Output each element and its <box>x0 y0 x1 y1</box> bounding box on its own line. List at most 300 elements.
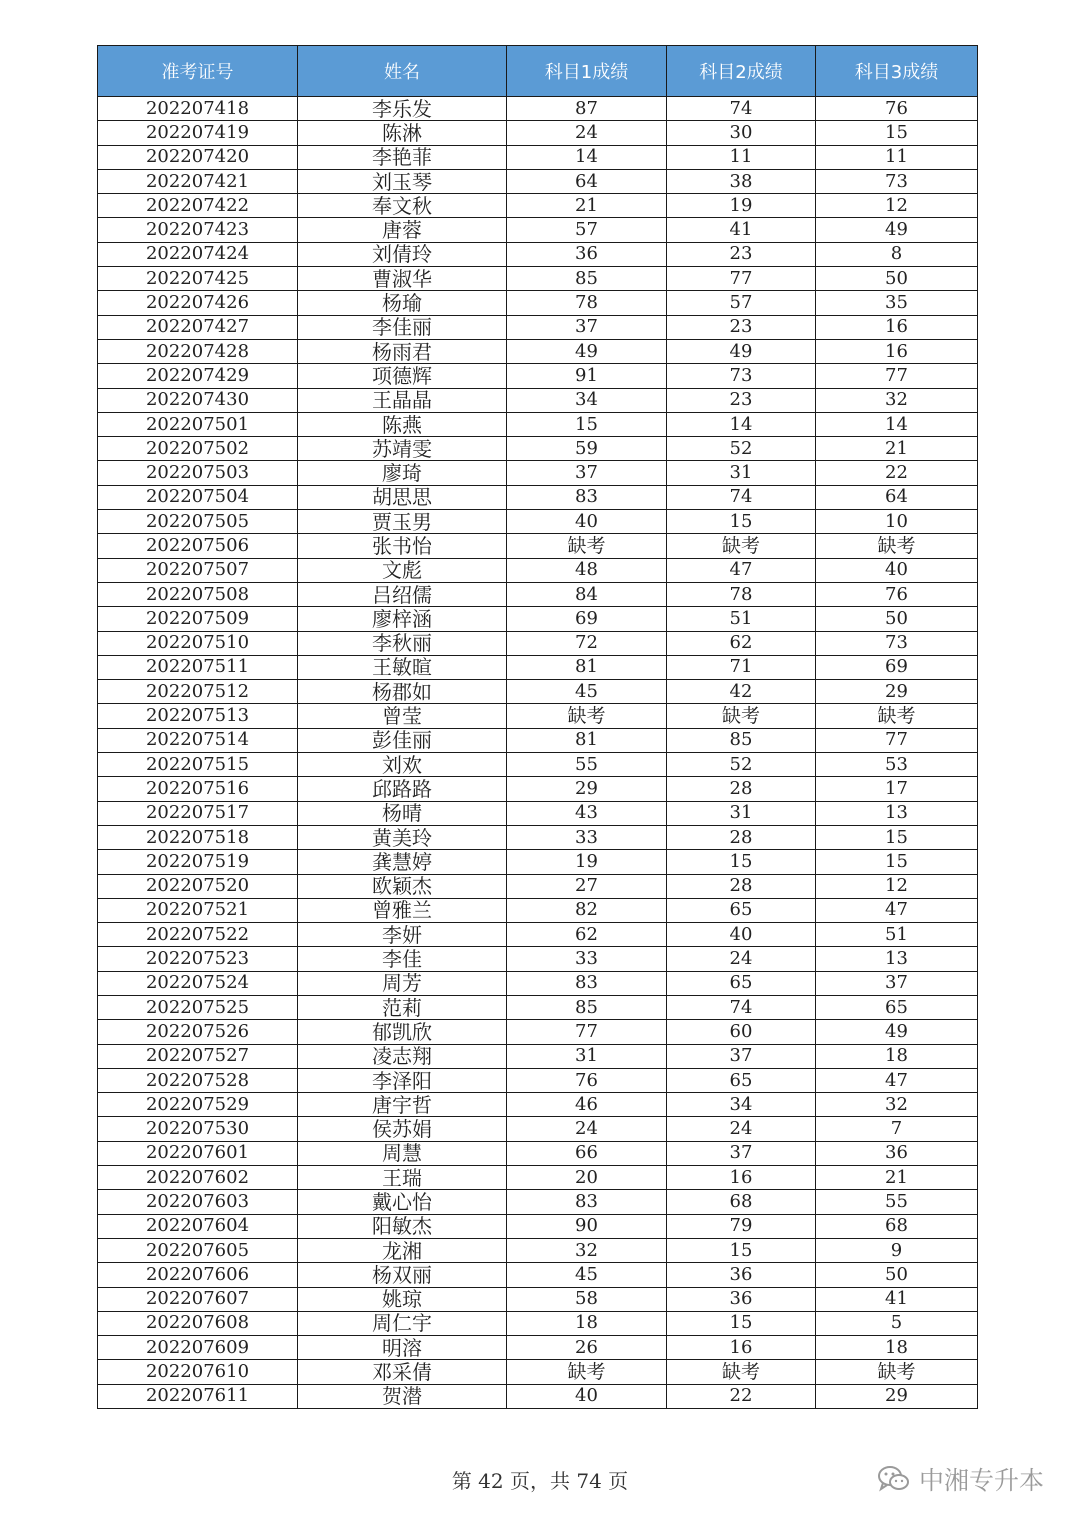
subject3-score-cell: 15 <box>816 121 978 145</box>
table-row <box>98 1093 978 1117</box>
subject2-score-cell: 51 <box>667 607 816 631</box>
name-cell: 姚琼 <box>298 1287 507 1311</box>
subject1-score-cell: 缺考 <box>507 704 667 728</box>
name-cell: 王晶晶 <box>298 388 507 412</box>
name-cell: 范莉 <box>298 995 507 1019</box>
exam-id-cell: 202207601 <box>98 1141 298 1165</box>
name-cell: 曾雅兰 <box>298 898 507 922</box>
exam-id-cell: 202207427 <box>98 315 298 339</box>
score-table <box>97 45 978 1409</box>
subject2-score-cell: 24 <box>667 1117 816 1141</box>
name-cell: 黄美玲 <box>298 825 507 849</box>
table-row <box>98 1238 978 1262</box>
table-row <box>98 777 978 801</box>
table-row <box>98 801 978 825</box>
table-row <box>98 607 978 631</box>
subject2-score-cell: 14 <box>667 412 816 436</box>
name-cell: 侯苏娟 <box>298 1117 507 1141</box>
subject3-score-cell: 14 <box>816 412 978 436</box>
subject3-score-cell: 18 <box>816 1336 978 1360</box>
subject3-score-cell: 29 <box>816 680 978 704</box>
subject1-score-cell: 45 <box>507 680 667 704</box>
exam-id-cell: 202207506 <box>98 534 298 558</box>
table-row <box>98 339 978 363</box>
table-row <box>98 582 978 606</box>
subject3-score-cell: 7 <box>816 1117 978 1141</box>
subject2-score-cell: 15 <box>667 1238 816 1262</box>
exam-id-cell: 202207522 <box>98 923 298 947</box>
table-row <box>98 728 978 752</box>
subject3-score-cell: 16 <box>816 315 978 339</box>
table-row <box>98 291 978 315</box>
subject1-score-cell: 18 <box>507 1311 667 1335</box>
name-cell: 明溶 <box>298 1336 507 1360</box>
name-cell: 欧颖杰 <box>298 874 507 898</box>
page-number: 第 42 页，共 74 页 <box>451 1469 629 1493</box>
name-cell: 刘倩玲 <box>298 242 507 266</box>
subject2-score-cell: 23 <box>667 315 816 339</box>
name-cell: 凌志翔 <box>298 1044 507 1068</box>
table-row <box>98 97 978 121</box>
name-cell: 彭佳丽 <box>298 728 507 752</box>
table-row <box>98 753 978 777</box>
exam-id-cell: 202207509 <box>98 607 298 631</box>
table-row <box>98 1311 978 1335</box>
subject3-score-cell: 76 <box>816 97 978 121</box>
subject3-score-cell: 68 <box>816 1214 978 1238</box>
name-cell: 阳敏杰 <box>298 1214 507 1238</box>
subject1-score-cell: 46 <box>507 1093 667 1117</box>
subject1-score-cell: 85 <box>507 995 667 1019</box>
exam-id-cell: 202207504 <box>98 485 298 509</box>
subject3-score-cell: 50 <box>816 267 978 291</box>
subject3-score-cell: 32 <box>816 1093 978 1117</box>
table-row <box>98 655 978 679</box>
table-row <box>98 631 978 655</box>
subject3-score-cell: 64 <box>816 485 978 509</box>
exam-id-cell: 202207423 <box>98 218 298 242</box>
subject2-score-cell: 52 <box>667 753 816 777</box>
exam-id-cell: 202207426 <box>98 291 298 315</box>
subject2-score-cell: 28 <box>667 874 816 898</box>
table-row <box>98 1384 978 1408</box>
subject2-score-cell: 28 <box>667 825 816 849</box>
exam-id-cell: 202207511 <box>98 655 298 679</box>
subject1-score-cell: 20 <box>507 1166 667 1190</box>
exam-id-cell: 202207603 <box>98 1190 298 1214</box>
subject2-score-cell: 19 <box>667 194 816 218</box>
table-row <box>98 388 978 412</box>
subject2-score-cell: 22 <box>667 1384 816 1408</box>
name-cell: 郁凯欣 <box>298 1020 507 1044</box>
subject1-score-cell: 82 <box>507 898 667 922</box>
subject2-score-cell: 28 <box>667 777 816 801</box>
subject3-score-cell: 21 <box>816 437 978 461</box>
table-row <box>98 947 978 971</box>
subject3-score-cell: 36 <box>816 1141 978 1165</box>
exam-id-cell: 202207512 <box>98 680 298 704</box>
subject3-score-cell: 73 <box>816 631 978 655</box>
exam-id-cell: 202207529 <box>98 1093 298 1117</box>
subject1-score-cell: 15 <box>507 412 667 436</box>
subject3-score-cell: 76 <box>816 582 978 606</box>
exam-id-cell: 202207503 <box>98 461 298 485</box>
header-subject1-score: 科目1成绩 <box>507 46 667 97</box>
subject1-score-cell: 83 <box>507 485 667 509</box>
watermark-text: 中湘专升本 <box>918 1466 1044 1495</box>
subject1-score-cell: 72 <box>507 631 667 655</box>
subject1-score-cell: 78 <box>507 291 667 315</box>
name-cell: 龙湘 <box>298 1238 507 1262</box>
name-cell: 周慧 <box>298 1141 507 1165</box>
subject1-score-cell: 91 <box>507 364 667 388</box>
subject1-score-cell: 14 <box>507 145 667 169</box>
table-row <box>98 364 978 388</box>
name-cell: 廖琦 <box>298 461 507 485</box>
subject1-score-cell: 69 <box>507 607 667 631</box>
subject1-score-cell: 81 <box>507 655 667 679</box>
table-row <box>98 242 978 266</box>
exam-id-cell: 202207510 <box>98 631 298 655</box>
subject1-score-cell: 48 <box>507 558 667 582</box>
table-body <box>98 97 978 1409</box>
subject3-score-cell: 17 <box>816 777 978 801</box>
table-row <box>98 485 978 509</box>
table-row <box>98 412 978 436</box>
subject2-score-cell: 60 <box>667 1020 816 1044</box>
subject3-score-cell: 77 <box>816 728 978 752</box>
table-row <box>98 680 978 704</box>
subject2-score-cell: 73 <box>667 364 816 388</box>
exam-id-cell: 202207430 <box>98 388 298 412</box>
subject3-score-cell: 15 <box>816 850 978 874</box>
subject3-score-cell: 缺考 <box>816 534 978 558</box>
table-row <box>98 1166 978 1190</box>
subject2-score-cell: 23 <box>667 242 816 266</box>
subject2-score-cell: 74 <box>667 485 816 509</box>
exam-id-cell: 202207525 <box>98 995 298 1019</box>
exam-id-cell: 202207419 <box>98 121 298 145</box>
name-cell: 杨瑜 <box>298 291 507 315</box>
subject1-score-cell: 40 <box>507 510 667 534</box>
header-exam-id: 准考证号 <box>98 46 298 97</box>
exam-id-cell: 202207519 <box>98 850 298 874</box>
subject2-score-cell: 65 <box>667 971 816 995</box>
subject2-score-cell: 74 <box>667 97 816 121</box>
subject2-score-cell: 16 <box>667 1166 816 1190</box>
exam-id-cell: 202207422 <box>98 194 298 218</box>
subject2-score-cell: 37 <box>667 1044 816 1068</box>
table-row <box>98 850 978 874</box>
subject2-score-cell: 47 <box>667 558 816 582</box>
table-row <box>98 1141 978 1165</box>
subject2-score-cell: 缺考 <box>667 534 816 558</box>
subject3-score-cell: 8 <box>816 242 978 266</box>
subject2-score-cell: 15 <box>667 510 816 534</box>
name-cell: 刘玉琴 <box>298 169 507 193</box>
subject3-score-cell: 69 <box>816 655 978 679</box>
table-row <box>98 1020 978 1044</box>
subject2-score-cell: 42 <box>667 680 816 704</box>
subject1-score-cell: 62 <box>507 923 667 947</box>
subject1-score-cell: 77 <box>507 1020 667 1044</box>
subject3-score-cell: 13 <box>816 801 978 825</box>
table-row <box>98 534 978 558</box>
subject3-score-cell: 13 <box>816 947 978 971</box>
subject3-score-cell: 73 <box>816 169 978 193</box>
name-cell: 奉文秋 <box>298 194 507 218</box>
name-cell: 王敏暄 <box>298 655 507 679</box>
subject2-score-cell: 71 <box>667 655 816 679</box>
subject2-score-cell: 16 <box>667 1336 816 1360</box>
exam-id-cell: 202207610 <box>98 1360 298 1384</box>
subject2-score-cell: 缺考 <box>667 1360 816 1384</box>
table-row <box>98 510 978 534</box>
subject1-score-cell: 24 <box>507 1117 667 1141</box>
exam-id-cell: 202207528 <box>98 1068 298 1092</box>
table-row <box>98 461 978 485</box>
exam-id-cell: 202207527 <box>98 1044 298 1068</box>
name-cell: 邓采倩 <box>298 1360 507 1384</box>
name-cell: 杨雨君 <box>298 339 507 363</box>
name-cell: 陈燕 <box>298 412 507 436</box>
exam-id-cell: 202207501 <box>98 412 298 436</box>
subject1-score-cell: 87 <box>507 97 667 121</box>
name-cell: 李秋丽 <box>298 631 507 655</box>
subject2-score-cell: 31 <box>667 461 816 485</box>
subject2-score-cell: 36 <box>667 1287 816 1311</box>
subject3-score-cell: 40 <box>816 558 978 582</box>
table-row <box>98 1214 978 1238</box>
name-cell: 杨晴 <box>298 801 507 825</box>
table-row <box>98 971 978 995</box>
exam-id-cell: 202207604 <box>98 1214 298 1238</box>
subject2-score-cell: 缺考 <box>667 704 816 728</box>
subject3-score-cell: 11 <box>816 145 978 169</box>
subject2-score-cell: 57 <box>667 291 816 315</box>
subject2-score-cell: 78 <box>667 582 816 606</box>
subject2-score-cell: 37 <box>667 1141 816 1165</box>
exam-id-cell: 202207602 <box>98 1166 298 1190</box>
subject2-score-cell: 15 <box>667 850 816 874</box>
exam-id-cell: 202207521 <box>98 898 298 922</box>
wechat-icon <box>877 1464 911 1494</box>
subject3-score-cell: 49 <box>816 218 978 242</box>
subject1-score-cell: 37 <box>507 461 667 485</box>
subject2-score-cell: 74 <box>667 995 816 1019</box>
subject3-score-cell: 32 <box>816 388 978 412</box>
subject3-score-cell: 缺考 <box>816 1360 978 1384</box>
name-cell: 杨双丽 <box>298 1263 507 1287</box>
subject3-score-cell: 55 <box>816 1190 978 1214</box>
watermark <box>877 1461 1044 1497</box>
exam-id-cell: 202207524 <box>98 971 298 995</box>
subject1-score-cell: 33 <box>507 947 667 971</box>
name-cell: 戴心怡 <box>298 1190 507 1214</box>
subject1-score-cell: 29 <box>507 777 667 801</box>
exam-id-cell: 202207608 <box>98 1311 298 1335</box>
exam-id-cell: 202207611 <box>98 1384 298 1408</box>
subject1-score-cell: 缺考 <box>507 1360 667 1384</box>
subject1-score-cell: 32 <box>507 1238 667 1262</box>
subject2-score-cell: 41 <box>667 218 816 242</box>
exam-id-cell: 202207517 <box>98 801 298 825</box>
exam-id-cell: 202207420 <box>98 145 298 169</box>
subject2-score-cell: 24 <box>667 947 816 971</box>
name-cell: 李泽阳 <box>298 1068 507 1092</box>
exam-id-cell: 202207607 <box>98 1287 298 1311</box>
exam-id-cell: 202207502 <box>98 437 298 461</box>
subject1-score-cell: 24 <box>507 121 667 145</box>
name-cell: 曾莹 <box>298 704 507 728</box>
subject2-score-cell: 15 <box>667 1311 816 1335</box>
subject1-score-cell: 57 <box>507 218 667 242</box>
table-row <box>98 1287 978 1311</box>
name-cell: 邱路路 <box>298 777 507 801</box>
table-row <box>98 218 978 242</box>
exam-id-cell: 202207425 <box>98 267 298 291</box>
exam-id-cell: 202207523 <box>98 947 298 971</box>
name-cell: 王瑞 <box>298 1166 507 1190</box>
subject2-score-cell: 52 <box>667 437 816 461</box>
table-row <box>98 1044 978 1068</box>
table-row <box>98 704 978 728</box>
subject1-score-cell: 缺考 <box>507 534 667 558</box>
subject1-score-cell: 58 <box>507 1287 667 1311</box>
subject3-score-cell: 65 <box>816 995 978 1019</box>
subject1-score-cell: 84 <box>507 582 667 606</box>
subject2-score-cell: 40 <box>667 923 816 947</box>
name-cell: 周芳 <box>298 971 507 995</box>
subject3-score-cell: 16 <box>816 339 978 363</box>
subject1-score-cell: 66 <box>507 1141 667 1165</box>
exam-id-cell: 202207606 <box>98 1263 298 1287</box>
subject2-score-cell: 31 <box>667 801 816 825</box>
table-row <box>98 267 978 291</box>
subject2-score-cell: 38 <box>667 169 816 193</box>
name-cell: 贾玉男 <box>298 510 507 534</box>
subject3-score-cell: 35 <box>816 291 978 315</box>
subject1-score-cell: 26 <box>507 1336 667 1360</box>
subject1-score-cell: 37 <box>507 315 667 339</box>
exam-id-cell: 202207609 <box>98 1336 298 1360</box>
subject2-score-cell: 65 <box>667 898 816 922</box>
name-cell: 苏靖雯 <box>298 437 507 461</box>
subject1-score-cell: 59 <box>507 437 667 461</box>
table-row <box>98 145 978 169</box>
name-cell: 贺潜 <box>298 1384 507 1408</box>
subject1-score-cell: 31 <box>507 1044 667 1068</box>
table-row <box>98 825 978 849</box>
table-row <box>98 995 978 1019</box>
subject1-score-cell: 45 <box>507 1263 667 1287</box>
exam-id-cell: 202207505 <box>98 510 298 534</box>
subject3-score-cell: 21 <box>816 1166 978 1190</box>
exam-id-cell: 202207530 <box>98 1117 298 1141</box>
subject3-score-cell: 5 <box>816 1311 978 1335</box>
name-cell: 李佳丽 <box>298 315 507 339</box>
name-cell: 文彪 <box>298 558 507 582</box>
exam-id-cell: 202207515 <box>98 753 298 777</box>
name-cell: 李佳 <box>298 947 507 971</box>
exam-id-cell: 202207520 <box>98 874 298 898</box>
table-row <box>98 558 978 582</box>
subject1-score-cell: 55 <box>507 753 667 777</box>
subject3-score-cell: 18 <box>816 1044 978 1068</box>
subject1-score-cell: 76 <box>507 1068 667 1092</box>
exam-id-cell: 202207507 <box>98 558 298 582</box>
subject1-score-cell: 36 <box>507 242 667 266</box>
exam-id-cell: 202207508 <box>98 582 298 606</box>
subject3-score-cell: 29 <box>816 1384 978 1408</box>
exam-id-cell: 202207516 <box>98 777 298 801</box>
name-cell: 李艳菲 <box>298 145 507 169</box>
subject3-score-cell: 49 <box>816 1020 978 1044</box>
subject2-score-cell: 77 <box>667 267 816 291</box>
table-row <box>98 1360 978 1384</box>
subject1-score-cell: 19 <box>507 850 667 874</box>
name-cell: 刘欢 <box>298 753 507 777</box>
exam-id-cell: 202207424 <box>98 242 298 266</box>
table-row <box>98 874 978 898</box>
subject3-score-cell: 47 <box>816 1068 978 1092</box>
name-cell: 龚慧婷 <box>298 850 507 874</box>
header-subject2-score: 科目2成绩 <box>667 46 816 97</box>
subject1-score-cell: 85 <box>507 267 667 291</box>
name-cell: 陈淋 <box>298 121 507 145</box>
subject3-score-cell: 9 <box>816 1238 978 1262</box>
exam-id-cell: 202207518 <box>98 825 298 849</box>
subject3-score-cell: 53 <box>816 753 978 777</box>
table-row <box>98 194 978 218</box>
exam-id-cell: 202207429 <box>98 364 298 388</box>
subject3-score-cell: 22 <box>816 461 978 485</box>
subject1-score-cell: 27 <box>507 874 667 898</box>
subject1-score-cell: 33 <box>507 825 667 849</box>
name-cell: 李妍 <box>298 923 507 947</box>
table-row <box>98 1068 978 1092</box>
exam-id-cell: 202207605 <box>98 1238 298 1262</box>
table-row <box>98 1117 978 1141</box>
subject3-score-cell: 77 <box>816 364 978 388</box>
subject1-score-cell: 40 <box>507 1384 667 1408</box>
name-cell: 杨郡如 <box>298 680 507 704</box>
name-cell: 唐宇哲 <box>298 1093 507 1117</box>
subject3-score-cell: 51 <box>816 923 978 947</box>
subject3-score-cell: 41 <box>816 1287 978 1311</box>
header-name: 姓名 <box>298 46 507 97</box>
exam-id-cell: 202207421 <box>98 169 298 193</box>
subject2-score-cell: 34 <box>667 1093 816 1117</box>
exam-id-cell: 202207526 <box>98 1020 298 1044</box>
table-row <box>98 1336 978 1360</box>
subject2-score-cell: 11 <box>667 145 816 169</box>
table-row <box>98 1263 978 1287</box>
subject1-score-cell: 34 <box>507 388 667 412</box>
subject3-score-cell: 50 <box>816 1263 978 1287</box>
name-cell: 曹淑华 <box>298 267 507 291</box>
subject1-score-cell: 83 <box>507 971 667 995</box>
subject2-score-cell: 68 <box>667 1190 816 1214</box>
subject1-score-cell: 21 <box>507 194 667 218</box>
subject2-score-cell: 79 <box>667 1214 816 1238</box>
name-cell: 唐蓉 <box>298 218 507 242</box>
header-row <box>98 46 978 97</box>
subject1-score-cell: 49 <box>507 339 667 363</box>
subject3-score-cell: 10 <box>816 510 978 534</box>
name-cell: 张书怡 <box>298 534 507 558</box>
subject1-score-cell: 90 <box>507 1214 667 1238</box>
